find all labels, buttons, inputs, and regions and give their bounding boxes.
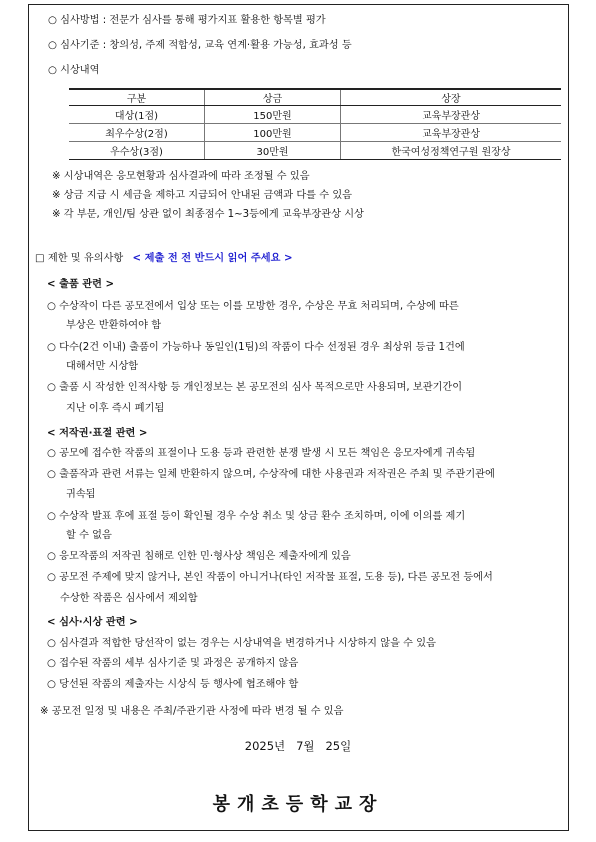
cell-award: 한국여성정책연구원 원장상: [341, 142, 562, 160]
award-note: ※ 각 부문, 개인/팀 상관 없이 최종점수 1~3등에게 교육부장관상 시상: [52, 209, 364, 220]
list-item-continuation: 할 수 없음: [66, 530, 112, 541]
award-table-header: [69, 89, 561, 106]
cell-category: 대상(1점): [69, 106, 205, 124]
list-item-continuation: 귀속됨: [66, 489, 96, 500]
review-criteria: ○ 심사기준 : 창의성, 주제 적합성, 교육 연계·활용 가능성, 효과성 등: [48, 40, 352, 51]
list-item: ○ 공모전 주제에 맞지 않거나, 본인 작품이 아니거나(타인 저작물 표절, 도용 등), 다른 공모전 등에서: [47, 572, 493, 583]
table-row: [69, 124, 561, 142]
list-item-continuation: 지난 이후 즉시 폐기됨: [66, 403, 165, 414]
restrictions-heading: [35, 252, 293, 266]
header-prize: 상금: [205, 89, 341, 106]
list-item-continuation: 수상한 작품은 심사에서 제외함: [60, 593, 198, 604]
cell-prize: 100만원: [205, 124, 341, 142]
header-award: 상장: [341, 89, 562, 106]
award-title: ○ 시상내역: [48, 65, 100, 76]
issuer-name: 봉개초등학교장: [212, 794, 384, 815]
award-note: ※ 시상내역은 응모현황과 심사결과에 따라 조정될 수 있음: [52, 171, 310, 182]
table-row: [69, 142, 561, 160]
list-item: ○ 공모에 접수한 작품의 표절이나 도용 등과 관련한 분쟁 발생 시 모든 책임은 응모자에게 귀속됨: [47, 448, 476, 459]
list-item: ○ 당선된 작품의 제출자는 시상식 등 행사에 협조해야 함: [47, 679, 299, 690]
list-item: ○ 심사결과 적합한 당선작이 없는 경우는 시상내역을 변경하거나 시상하지 않을 수 있음: [47, 638, 436, 649]
award-table: [69, 88, 561, 160]
restrictions-highlight: < 제출 전 전 반드시 읽어 주세요 >: [132, 253, 293, 264]
review-method: ○ 심사방법 : 전문가 심사를 통해 평가지표 활용한 항목별 평가: [48, 15, 326, 26]
award-note: ※ 상금 지급 시 세금을 제하고 지급되어 안내된 금액과 다를 수 있음: [52, 190, 353, 201]
section-title-submission: < 출품 관련 >: [47, 279, 115, 290]
cell-category: 우수상(3점): [69, 142, 205, 160]
list-item: ○ 출품 시 작성한 인적사항 등 개인정보는 본 공모전의 심사 목적으로만 사용되며, 보관기간이: [47, 382, 463, 393]
section-title-judging: < 심사·시상 관련 >: [47, 617, 138, 628]
table-row: [69, 106, 561, 124]
cell-category: 최우수상(2점): [69, 124, 205, 142]
list-item-continuation: 대해서만 시상함: [66, 361, 139, 372]
list-item: ○ 접수된 작품의 세부 심사기준 및 과정은 공개하지 않음: [47, 658, 299, 669]
cell-award: 교육부장관상: [341, 124, 562, 142]
issue-date: 2025년 7월 25일: [244, 739, 352, 753]
cell-award: 교육부장관상: [341, 106, 562, 124]
list-item: ○ 출품작과 관련 서류는 일체 반환하지 않으며, 수상작에 대한 사용권과 저작권은 주최 및 주관기관에: [47, 469, 495, 480]
final-note: ※ 공모전 일정 및 내용은 주최/주관기관 사정에 따라 변경 될 수 있음: [40, 706, 344, 717]
cell-prize: 30만원: [205, 142, 341, 160]
list-item: ○ 수상작 발표 후에 표절 등이 확인될 경우 수상 취소 및 상금 환수 조치하며, 이에 이의를 제기: [47, 511, 466, 522]
restrictions-title: 제한 및 유의사항: [47, 253, 124, 264]
list-item: ○ 다수(2건 이내) 출품이 가능하나 동일인(1팀)의 작품이 다수 선정된 경우 최상위 등급 1건에: [47, 342, 465, 353]
section-title-copyright: < 저작권·표절 관련 >: [47, 428, 148, 439]
cell-prize: 150만원: [205, 106, 341, 124]
list-item: ○ 응모작품의 저작권 침해로 인한 민·형사상 책임은 제출자에게 있음: [47, 551, 351, 562]
list-item: ○ 수상작이 다른 공모전에서 입상 또는 이를 모방한 경우, 수상은 무효 처리되며, 수상에 따른: [47, 301, 459, 312]
header-category: 구분: [69, 89, 205, 106]
square-box-icon: □: [35, 253, 45, 264]
list-item-continuation: 부상은 반환하여야 함: [66, 320, 162, 331]
